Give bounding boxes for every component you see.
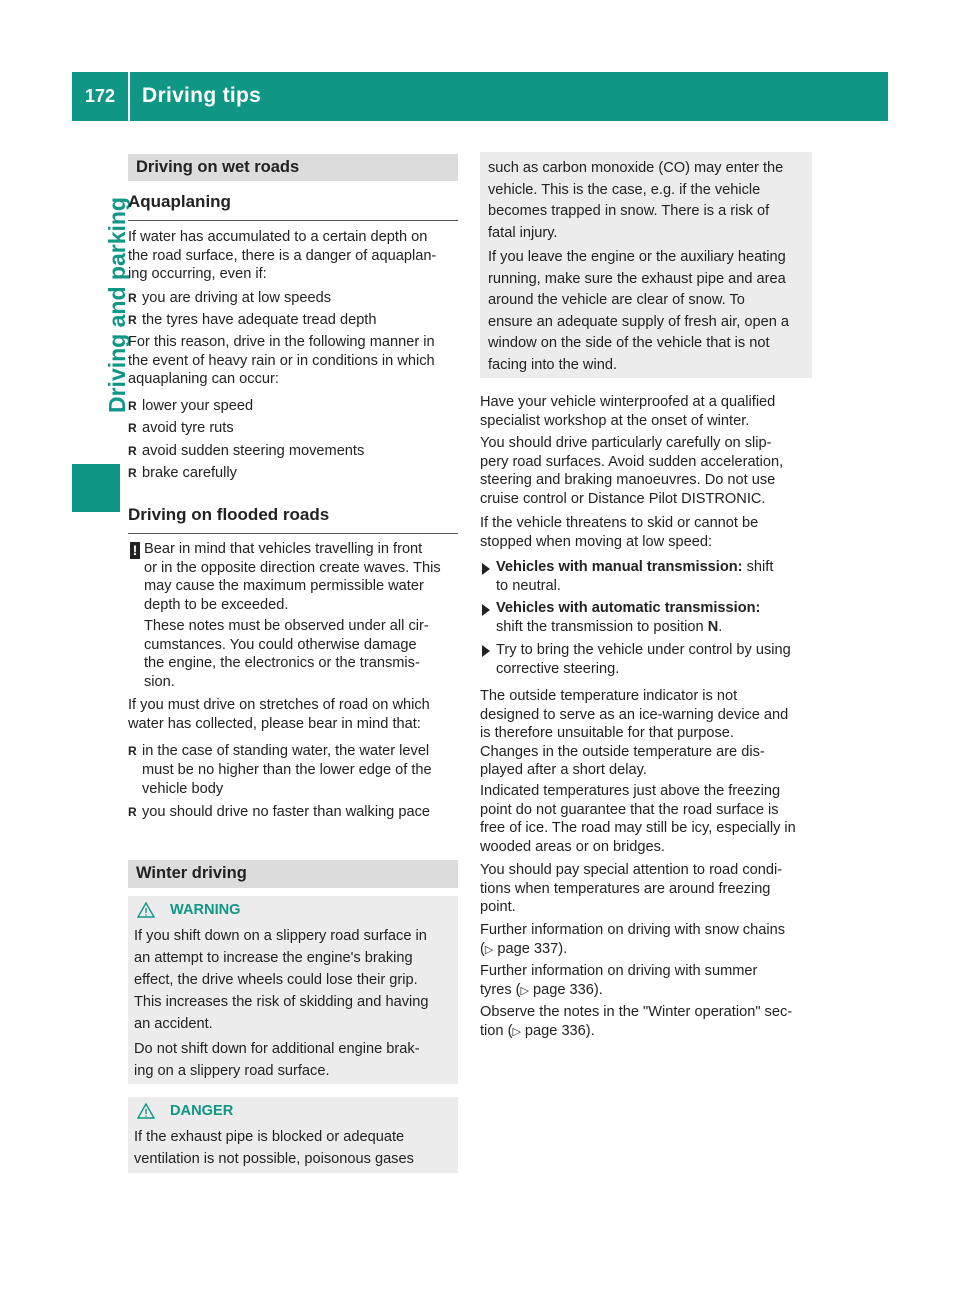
freezing-point-paragraph: Indicated temperatures just above the freezing point do not guarantee that the road surface is free of ice. The road may still be icy, especially in wooded areas or on bridges. [480,783,796,855]
skid-paragraph: If the vehicle threatens to skid or cannot be stopped when moving at low speed: [480,515,759,550]
warning-text: If you shift down on a slippery road surface in an attempt to increase the engine's braking effect, the drive wheels could lose their grip. This increases the risk of skidding and having an accident. Do not shift down for additional engine brak- ing on a slippery road surface. [134,928,429,1079]
list-item: R avoid sudden steering movements [128,443,365,459]
step-arrow-icon [482,563,490,575]
slippery-paragraph: You should drive particularly carefully on slip- pery road surfaces. Avoid sudden acceleration, steering and braking manoeuvres. Do not use cruise control or Distance Pilot DISTRONIC. [480,435,784,507]
section-heading-wet-roads: Driving on wet roads [128,154,458,181]
page-reference-arrow-icon: ▷ [520,984,530,997]
page-number: 172 [84,86,116,106]
warning-box [128,896,458,1084]
winter-operation-reference: Observe the notes in the "Winter operation" sec- tion (▷ page 336). [480,1004,793,1039]
step-corrective-steering: Try to bring the vehicle under control by using corrective steering. [496,642,791,677]
page-reference-link[interactable]: page 337). [497,940,568,957]
summer-tyres-reference: Further information on driving with summer tyres (▷ page 336). [480,963,758,998]
list-item: R avoid tyre ruts [128,420,234,436]
exclamation-icon: ! [130,542,140,559]
list-item: R you should drive no faster than walking pace [128,804,430,820]
step-arrow-icon [482,604,490,616]
page-header-bar [72,72,888,121]
winterproof-paragraph: Have your vehicle winterproofed at a qualified specialist workshop at the onset of winter. [480,394,776,429]
chapter-marker [72,464,120,512]
list-item: R lower your speed [128,398,254,414]
warning-triangle-icon [137,902,155,918]
page-title: Driving tips [142,84,262,107]
warning-title: WARNING [170,902,241,918]
warning-triangle-icon [137,1103,155,1119]
note-paragraph: Bear in mind that vehicles travelling in front or in the opposite direction create waves. This may cause the maximum permissible water depth to be exceeded. These notes must be observed under all cir- cumstances. You could otherwise damage the engine, the electronics or the transmis- sion. [144,541,441,690]
page-reference-arrow-icon: ▷ [512,1025,521,1038]
header-divider [128,72,130,121]
temperature-indicator-paragraph: The outside temperature indicator is not designed to serve as an ice-warning device and is therefore unsuitable for that purpose. Changes in the outside temperature are dis- played after a short delay. [480,688,789,778]
subheading-aquaplaning: Aquaplaning [128,192,458,221]
step-manual-transmission: Vehicles with manual transmission: shift to neutral. [496,559,774,594]
page-reference-arrow-icon: ▷ [484,943,494,956]
subheading-flooded-roads: Driving on flooded roads [128,505,458,534]
reason-paragraph: For this reason, drive in the following manner in the event of heavy rain or in conditions in which aquaplaning can occur: [128,334,435,387]
danger-continued-text: such as carbon monoxide (CO) may enter the vehicle. This is the case, e.g. if the vehicle becomes trapped in snow. There is a risk of fatal injury. If you leave the engine or the auxiliary heating running, make sure the exhaust pipe and area around the vehicle are clear of snow. To ensure an adequate supply of fresh air, open a window on the side of the vehicle that is not facing into the wind. [488,160,790,373]
flooded-paragraph: If you must drive on stretches of road on which water has collected, please bear in mind that: [128,697,430,732]
list-item: R brake carefully [128,465,237,481]
step-automatic-transmission: Vehicles with automatic transmission: shift the transmission to position N. [496,600,761,635]
page-reference-link[interactable]: page 336). [533,981,603,998]
list-item-continuation: must be no higher than the lower edge of the vehicle body [142,762,432,797]
chapter-label: Driving and parking [104,197,130,413]
section-heading-winter-driving: Winter driving [128,860,458,888]
aquaplaning-intro: If water has accumulated to a certain depth on the road surface, there is a danger of aquaplan- ing occurring, even if: [128,229,437,282]
list-item: R the tyres have adequate tread depth [128,312,377,328]
road-conditions-paragraph: You should pay special attention to road condi- tions when temperatures are around freezing point. [480,862,783,915]
page-reference-link[interactable]: page 336). [524,1022,595,1039]
step-arrow-icon [482,645,490,657]
danger-title: DANGER [170,1103,234,1119]
danger-text: If the exhaust pipe is blocked or adequate ventilation is not possible, poisonous gases [134,1129,414,1167]
danger-box-continued [480,152,812,378]
danger-box [128,1097,458,1173]
snow-chains-reference: Further information on driving with snow chains (▷ page 337). [480,922,785,957]
list-item: R in the case of standing water, the water level [128,743,430,759]
list-item: R you are driving at low speeds [128,290,332,306]
